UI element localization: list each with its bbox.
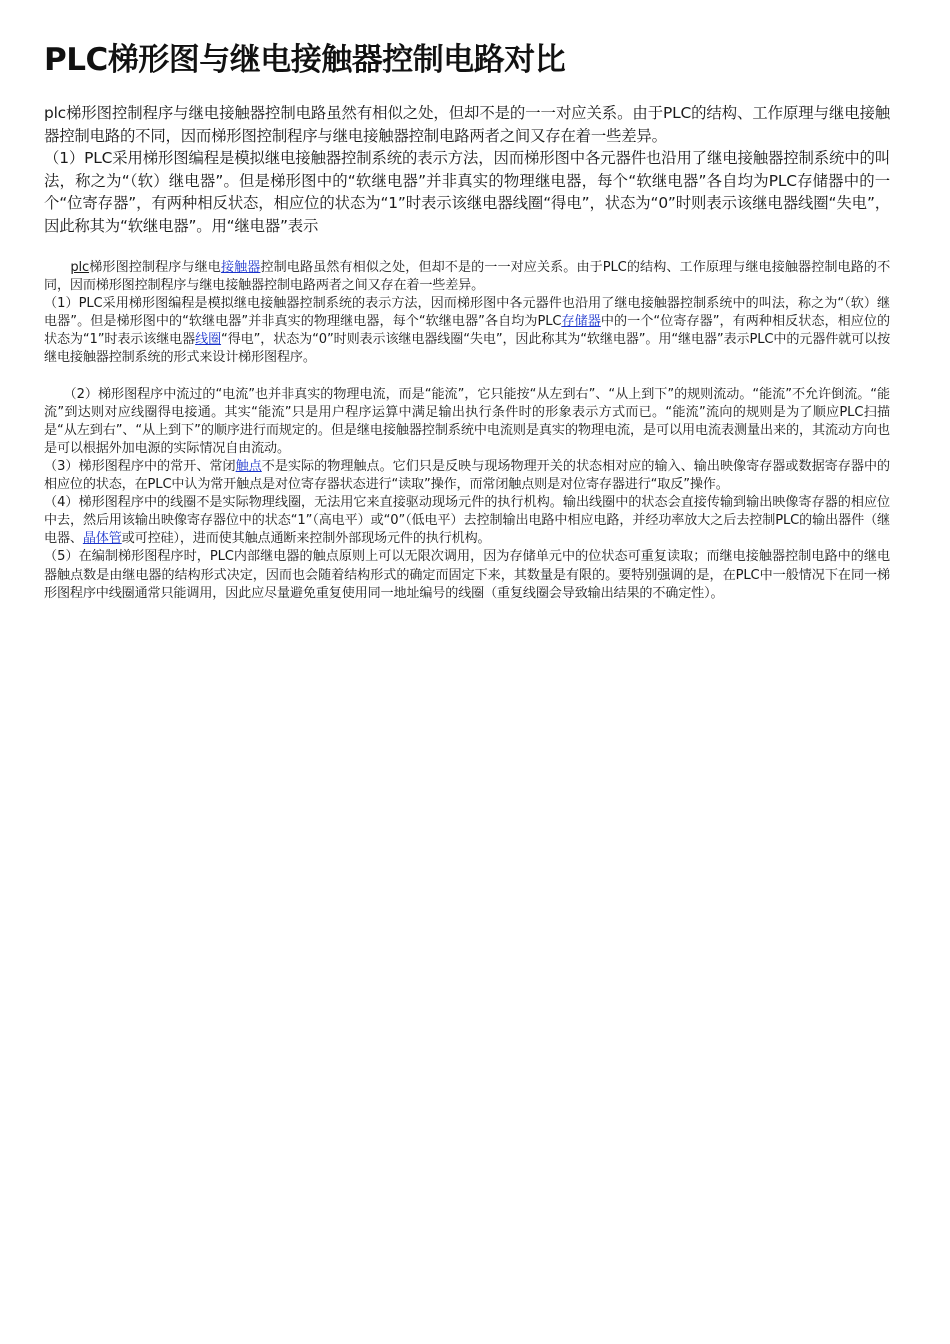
- contactor-link[interactable]: 接触器: [220, 260, 261, 275]
- paragraph-text: 或可控硅），进而使其触点通断来控制外部现场元件的执行机构。: [121, 531, 491, 547]
- paragraph-text: （1）PLC采用梯形图编程是模拟继电接触器控制系统的表示方法，因而梯形图中各元器件也沿用了继电接触器控制系统中的叫法，称之为“（软）继电器”。但是梯形图中的“软继电器”并非真实的物理继电器，每个“软继电器”各自均为PLC: [44, 296, 890, 330]
- paragraph-text: 中的一个“位寄存器”，有两种相反状态，相应位的状态为“1”时表示该继电器: [44, 314, 890, 348]
- article-paragraph-1: [44, 259, 890, 295]
- page-title: PLC梯形图与继电接触器控制电路对比: [44, 42, 566, 78]
- memory-link[interactable]: 存储器: [561, 314, 601, 330]
- paragraph-text: （4）梯形图程序中的线圈不是实际物理线圈，无法用它来直接驱动现场元件的执行机构。输出线圈中的状态会直接传输到输出映像寄存器的相应位中去，然后用该输出映像寄存器位中的状态“1”（高电平）或“0”（低电平）去控制输出电路中相应电路，并经功率放大之后去控制PLC的输出器件（继电器、: [44, 495, 890, 547]
- article-paragraph-5: [44, 494, 890, 548]
- paragraph-spacer: [44, 368, 890, 386]
- article-paragraph-4: [44, 458, 890, 494]
- article-paragraph-2: [44, 295, 890, 367]
- indent: [44, 260, 70, 275]
- article-body: [44, 259, 890, 603]
- paragraph-text: （3）梯形图程序中的常开、常闭: [44, 458, 236, 474]
- intro-summary: [44, 102, 890, 237]
- transistor-link[interactable]: 晶体管: [82, 531, 122, 547]
- intro-paragraph-1: plc梯形图控制程序与继电接触器控制电路虽然有相似之处，但却不是的一一对应关系。由于PLC的结构、工作原理与继电接触器控制电路的不同，因而梯形图控制程序与继电接触器控制电路两者之间又存在着一些差异。: [44, 104, 890, 145]
- paragraph-text: “得电”，状态为“0”时则表示该继电器线圈“失电”，因此称其为“软继电器”。用“继电器”表示PLC中的元器件就可以按继电接触器控制系统的形式来设计梯形图程序。: [44, 332, 891, 366]
- paragraph-text: 梯形图控制程序与继电: [89, 260, 221, 275]
- intro-paragraph-2: （1）PLC采用梯形图编程是模拟继电接触器控制系统的表示方法，因而梯形图中各元器件也沿用了继电接触器控制系统中的叫法，称之为“（软）继电器”。但是梯形图中的“软继电器”并非真实的物理继电器，每个“软继电器”各自均为PLC存储器中的一个“位寄存器”，有两种相反状态，相应位的状态为“1”时表示该继电器线圈“得电”，状态为“0”时则表示该继电器线圈“失电”，因此称其为“软继电器”。用“继电器”表示: [44, 149, 890, 235]
- article-paragraph-6: （5）在编制梯形图程序时，PLC内部继电器的触点原则上可以无限次调用，因为存储单元中的位状态可重复读取；而继电接触器控制电路中的继电器触点数是由继电器的结构形式决定，因而也会随着结构形式的确定而固定下来，其数量是有限的。要特别强调的是，在PLC中一般情况下在同一梯形图程序中线圈通常只能调用，因此应尽量避免重复使用同一地址编号的线圈（重复线圈会导致输出结果的不确定性）。: [44, 549, 890, 601]
- paragraph-text: 不是实际的物理触点。它们只是反映与现场物理开关的状态相对应的输入、输出映像寄存器或数据寄存器中的相应位的状态，在PLC中认为常开触点是对位寄存器状态进行“读取”操作，而常闭触点则是对位寄存器进行“取反”操作。: [44, 458, 890, 493]
- document-page: [44, 0, 890, 603]
- paragraph-text: 控制电路虽然有相似之处，但却不是的一一对应关系。由于PLC的结构、工作原理与继电接触器控制电路的不同，因而梯形图控制程序与继电接触器控制电路两者之间又存在着一些差异。: [44, 260, 891, 294]
- plc-link[interactable]: plc: [70, 260, 90, 275]
- article-paragraph-3: （2）梯形图程序中流过的“电流”也并非真实的物理电流，而是“能流”，它只能按“从左到右”、“从上到下”的规则流动。“能流”不允许倒流。“能流”到达则对应线圈得电接通。其实“能流”只是用户程序运算中满足输出执行条件时的形象表示方式而已。“能流”流向的规则是为了顺应PLC扫描是“从左到右”、“从上到下”的顺序进行而规定的。但是继电接触器控制系统中电流则是真实的物理电流，是可以用电流表测量出来的，其流动方向也是可以根据外加电源的实际情况自由流动。: [44, 386, 890, 456]
- coil-link[interactable]: 线圈: [195, 332, 222, 348]
- contact-link[interactable]: 触点: [235, 458, 262, 474]
